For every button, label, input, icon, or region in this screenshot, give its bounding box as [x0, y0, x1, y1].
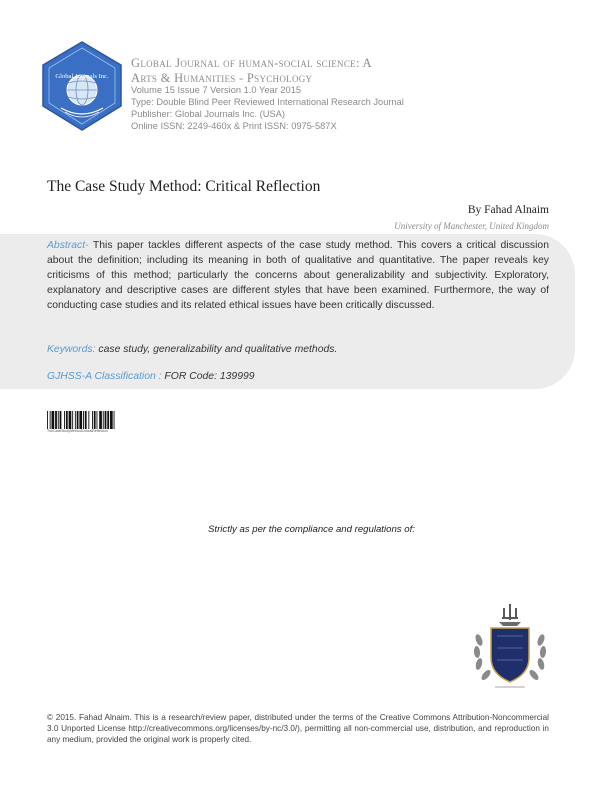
barcode-bar [75, 411, 76, 429]
author-name: By Fahad Alnaim [467, 204, 549, 216]
barcode-bar [103, 411, 104, 429]
barcode-bar [69, 411, 72, 429]
journal-publisher: Publisher: Global Journals Inc. (USA) [131, 109, 285, 119]
barcode-bar [110, 411, 113, 429]
keywords-value: case study, generalizability and qualitative methods. [95, 344, 338, 355]
society-seal [469, 600, 551, 694]
classification-label: GJHSS-A Classification : [47, 371, 162, 382]
barcode-bar [94, 411, 96, 429]
keywords [47, 344, 337, 355]
journal-logo [41, 40, 123, 132]
barcode [47, 411, 167, 429]
barcode-bar [52, 411, 55, 429]
classification [47, 371, 255, 382]
abstract [47, 238, 549, 313]
barcode-bar [99, 411, 102, 429]
barcode-bar [64, 411, 65, 429]
classification-value: FOR Code: 139999 [161, 371, 255, 382]
barcode-bar [85, 411, 87, 429]
journal-volume: Volume 15 Issue 7 Version 1.0 Year 2015 [131, 85, 302, 95]
journal-title [131, 56, 461, 85]
journal-title-line2: Arts & Humanities - Psychology [131, 70, 313, 85]
compliance-statement: Strictly as per the compliance and regulations of: [208, 524, 415, 535]
journal-title-line1: Global Journal of human-social science: A [131, 56, 372, 70]
barcode-bar [55, 411, 57, 429]
barcode-bar [50, 411, 51, 429]
journal-issn: Online ISSN: 2249-460x & Print ISSN: 0975-587X [131, 121, 337, 131]
barcode-bar [72, 411, 73, 429]
copyright-notice: © 2015. Fahad Alnaim. This is a research/review paper, distributed under the terms of the Creative Commons Attribution-Noncommercial 3.0 Unported License http://creativecommons.org/licenses/by-nc/3.0/), permitting all non-commercial use, distribution, and reproduction in any medium, provided the original work is properly cited. [47, 713, 549, 744]
author-affiliation: University of Manchester, United Kingdom [394, 221, 549, 231]
barcode-bar [97, 411, 98, 429]
barcode-bar [79, 411, 82, 429]
abstract-label: Abstract- [47, 240, 89, 251]
barcode-bar [88, 411, 89, 429]
barcode-bar [47, 411, 48, 429]
barcode-bar [114, 411, 115, 429]
barcode-bar [105, 411, 107, 429]
barcode-caption: TheCaseStudyMethodCriticalReflection [47, 429, 108, 433]
journal-type: Type: Double Blind Peer Reviewed International Research Journal [131, 97, 404, 107]
logo-text: Global Journals Inc. [55, 73, 109, 80]
keywords-label: Keywords: [47, 344, 96, 355]
paper-title: The Case Study Method: Critical Reflection [47, 178, 321, 195]
barcode-bar [77, 411, 79, 429]
barcode-bar [107, 411, 109, 429]
barcode-bar [58, 411, 59, 429]
barcode-bar [92, 411, 93, 429]
abstract-body: This paper tackles different aspects of the case study method. This covers a critical discussion about the definition; including its meaning in both of qualitative and quantitative. The paper reveals key criticisms of this method; particularly the concerns about generalizability and subjectivity. Exploratory, explanatory and descriptive cases are different styles that have been examined. Furthermore, the way of conducting case studies and its related ethical issues have been critically discussed. [47, 240, 549, 312]
barcode-bar [66, 411, 68, 429]
barcode-bar [60, 411, 62, 429]
barcode-bar [83, 411, 84, 429]
